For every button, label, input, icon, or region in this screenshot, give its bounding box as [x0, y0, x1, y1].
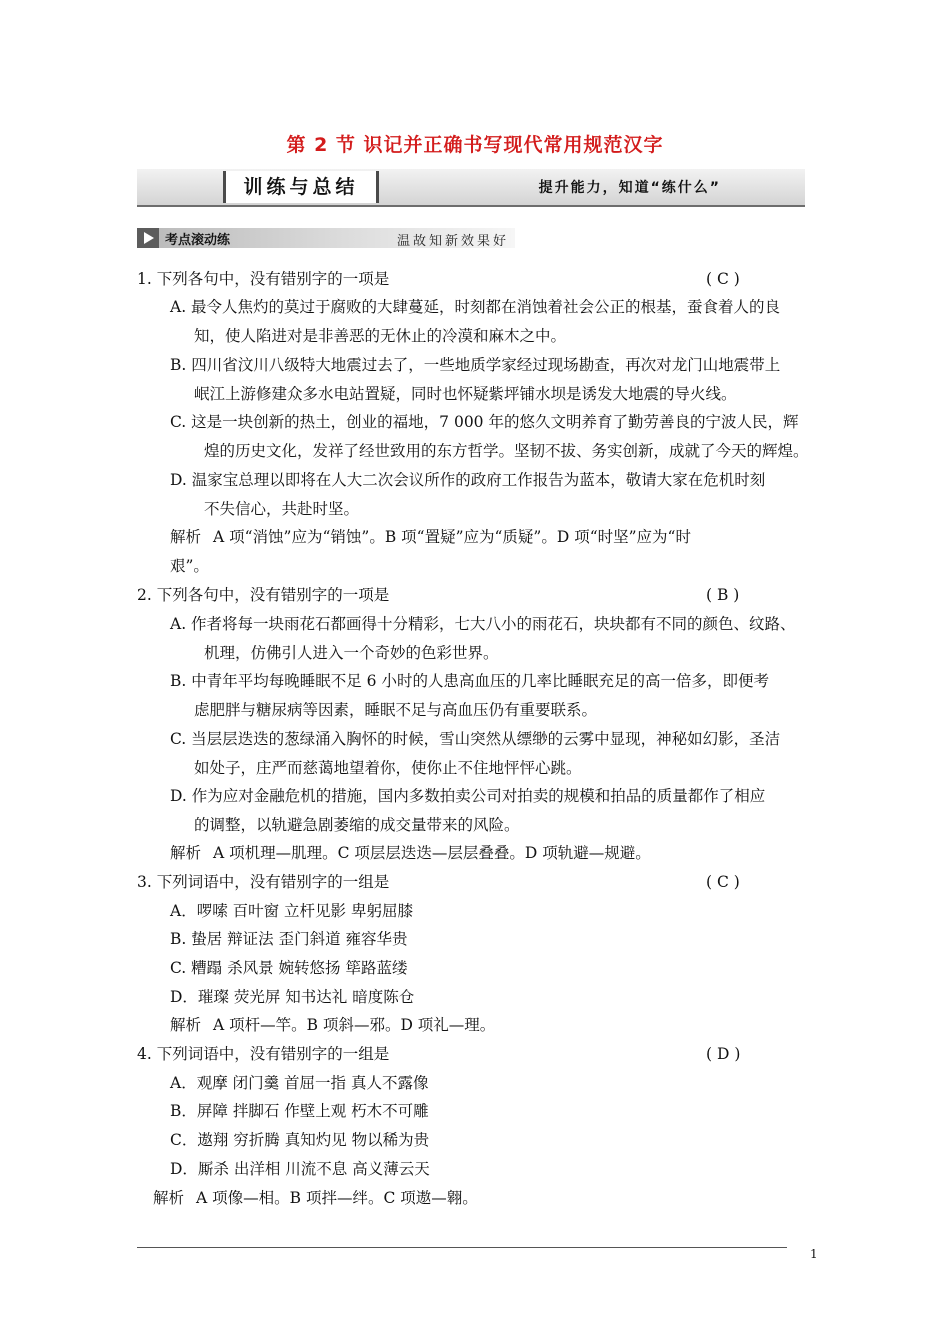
explanation-label: 解析: [170, 528, 202, 546]
q4-option-c: C．遨翔 穷折腾 真知灼见 物以稀为贵: [170, 1131, 430, 1149]
q1-option-d-line2: 不失信心，共赴时坚。: [204, 500, 360, 518]
q1-explanation: [170, 527, 691, 547]
q4-option-b: B．屏障 拌脚石 作壁上观 朽木不可雕: [170, 1102, 429, 1120]
q1-option-a-line1: A. 最令人焦灼的莫过于腐败的大肆蔓延，时刻都在消蚀着社会公正的根基，蚕食着人的良: [170, 298, 781, 316]
subsection-header: [137, 228, 515, 248]
q2-option-a-line2: 机理，仿佛引人进入一个奇妙的色彩世界。: [204, 644, 499, 662]
q1-option-b-line1: B. 四川省汶川八级特大地震过去了，一些地质学家经过现场勘查，再次对龙门山地震带上: [170, 356, 781, 374]
q3-option-c: C. 糟蹋 杀风景 婉转悠扬 筚路蓝缕: [170, 959, 408, 977]
q4-explanation: [153, 1188, 478, 1208]
q2-option-d-line1: D. 作为应对金融危机的措施，国内多数拍卖公司对拍卖的规模和拍品的质量都作了相应: [170, 787, 766, 805]
page-number: 1: [810, 1247, 818, 1261]
question-1-answer: ( C ): [706, 270, 740, 288]
question-4-answer: ( D ): [706, 1045, 741, 1063]
explanation-text: A 项机理—肌理。C 项层层迭迭—层层叠叠。D 项轨避—规避。: [213, 844, 651, 862]
q4-option-d: D．厮杀 出洋相 川流不息 高义薄云天: [170, 1160, 430, 1178]
q1-explanation-line2: 艰”。: [170, 557, 209, 575]
question-1-stem: 1. 下列各句中，没有错别字的一项是: [137, 270, 390, 288]
q3-option-a: A．啰嗦 百叶窗 立杆见影 卑躬屈膝: [170, 902, 413, 920]
q1-option-c-line2: 煌的历史文化，发祥了经世致用的东方哲学。坚韧不拔、务实创新，成就了今天的辉煌。: [204, 442, 809, 460]
explanation-text: A 项“消蚀”应为“销蚀”。B 项“置疑”应为“质疑”。D 项“时坚”应为“时: [213, 528, 691, 546]
banner-tag: 训练与总结: [223, 171, 379, 203]
q4-option-a: A．观摩 闭门羹 首屈一指 真人不露像: [170, 1074, 429, 1092]
q2-option-c-line2: 如处子，庄严而慈蔼地望着你，使你止不住地怦怦心跳。: [194, 759, 582, 777]
explanation-label: 解析: [170, 1016, 202, 1034]
q2-option-b-line1: B. 中青年平均每晚睡眠不足 6 小时的人患高血压的几率比睡眠充足的高一倍多，即便考: [170, 672, 769, 690]
q1-option-d-line1: D. 温家宝总理以即将在人大二次会议所作的政府工作报告为蓝本，敬请大家在危机时刻: [170, 471, 766, 489]
q2-option-b-line2: 虑肥胖与糖尿病等因素，睡眠不足与高血压仍有重要联系。: [194, 701, 598, 719]
subsection-slogan: 温故知新效果好: [396, 234, 509, 249]
explanation-text: A 项像—相。B 项拌—绊。C 项遨—翱。: [196, 1189, 478, 1207]
q3-option-b: B. 蛰居 辩证法 歪门斜道 雍容华贵: [170, 930, 408, 948]
q3-option-d: D．璀璨 荧光屏 知书达礼 暗度陈仓: [170, 988, 415, 1006]
explanation-label: 解析: [153, 1189, 185, 1207]
question-2-stem: 2. 下列各句中，没有错别字的一项是: [137, 586, 390, 604]
q1-option-a-line2: 知，使人陷进对是非善恶的无休止的冷漠和麻木之中。: [194, 327, 567, 345]
play-arrow-icon: [137, 228, 159, 248]
q1-option-c-line1: C. 这是一块创新的热土，创业的福地，7 000 年的悠久文明养育了勤劳善良的宁波人民，辉: [170, 413, 799, 431]
section-banner: [137, 169, 805, 207]
explanation-label: 解析: [170, 844, 202, 862]
q2-option-c-line1: C. 当层层迭迭的葱绿涌入胸怀的时候，雪山突然从缥缈的云雾中显现，神秘如幻影，圣洁: [170, 730, 781, 748]
q2-option-d-line2: 的调整，以轨避急剧萎缩的成交量带来的风险。: [194, 816, 520, 834]
q3-explanation: [170, 1015, 495, 1035]
q2-option-a-line1: A. 作者将每一块雨花石都画得十分精彩，七大八小的雨花石，块块都有不同的颜色、纹路、: [170, 615, 796, 633]
question-3-stem: 3. 下列词语中，没有错别字的一组是: [137, 873, 390, 891]
q2-explanation: [170, 843, 651, 863]
footer-divider: [137, 1247, 787, 1248]
subsection-label: 考点滚动练: [165, 233, 231, 248]
question-4-stem: 4. 下列词语中，没有错别字的一组是: [137, 1045, 390, 1063]
explanation-text: A 项杆—竿。B 项斜—邪。D 项礼—理。: [213, 1016, 496, 1034]
question-3-answer: ( C ): [706, 873, 740, 891]
q1-option-b-line2: 岷江上游修建众多水电站置疑，同时也怀疑紫坪铺水坝是诱发大地震的导火线。: [194, 385, 737, 403]
banner-subtitle: 提升能力，知道“练什么”: [538, 180, 721, 196]
page-title: 第 2 节 识记并正确书写现代常用规范汉字: [286, 134, 664, 156]
question-2-answer: ( B ): [706, 586, 740, 604]
